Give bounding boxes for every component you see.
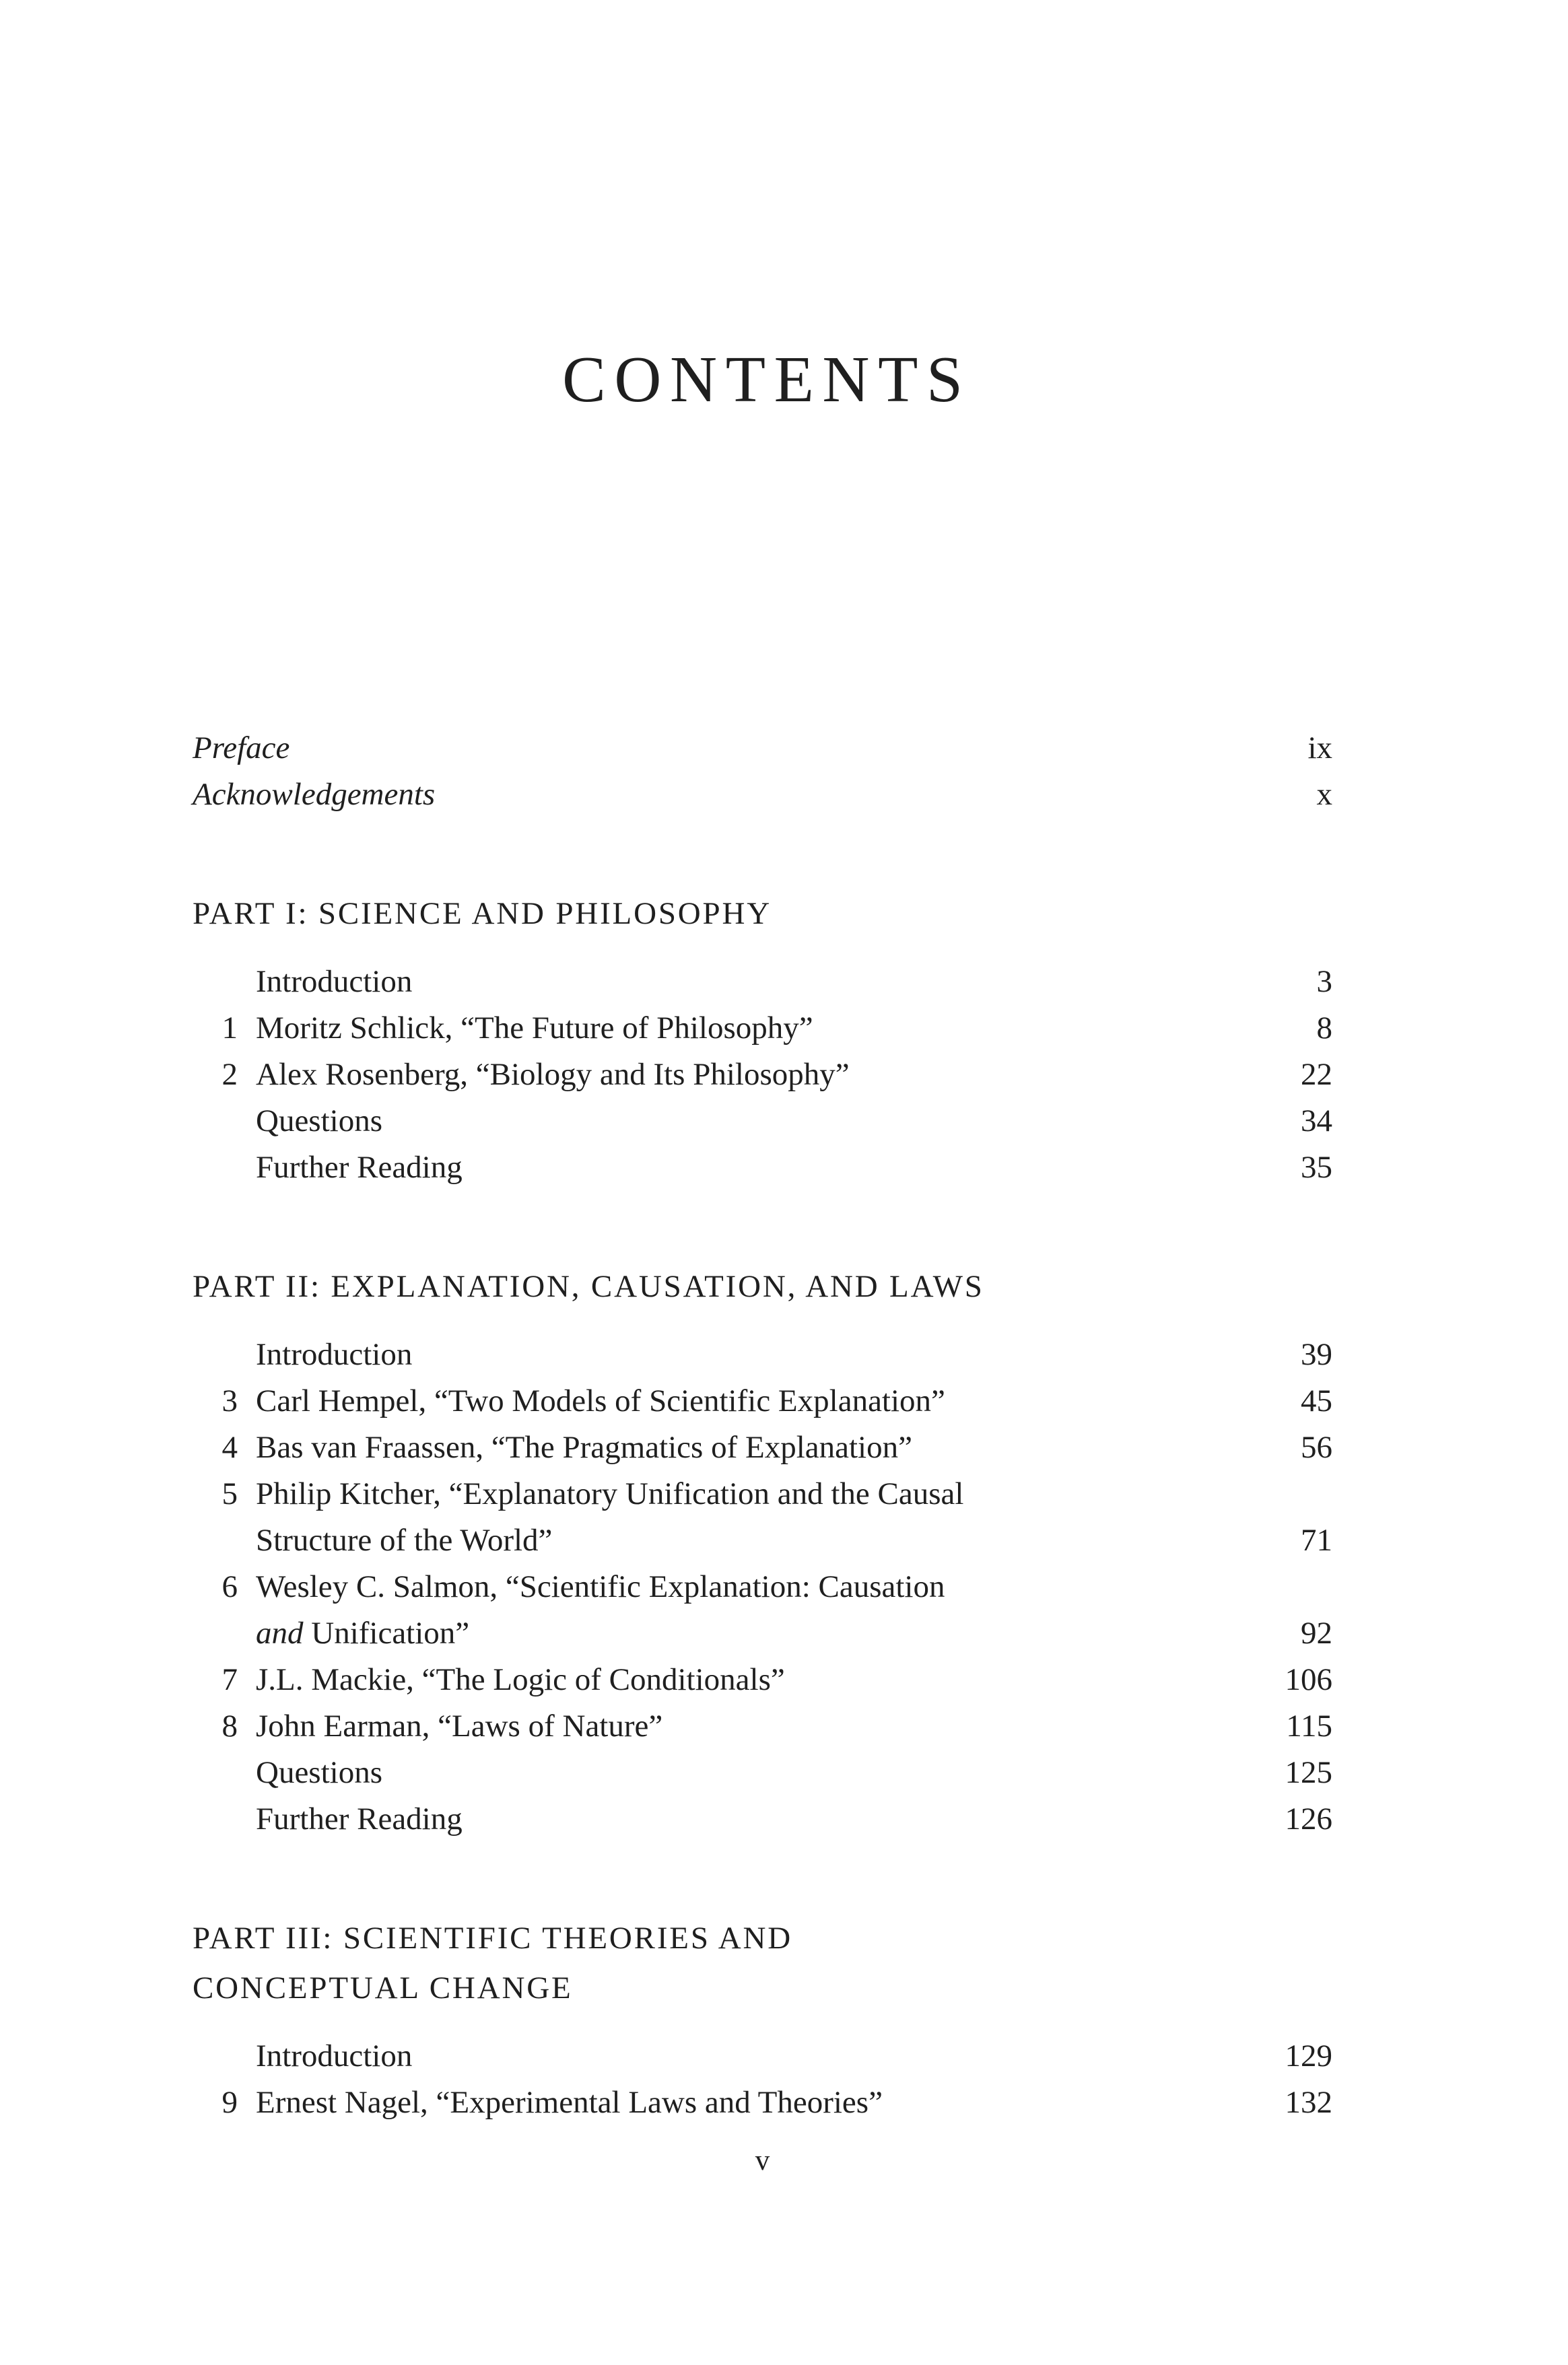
toc-entry-row — [193, 2033, 1332, 2080]
entry-page: 22 — [1301, 1057, 1332, 1092]
entry-title: Bas van Fraassen, “The Pragmatics of Explanation” — [256, 1430, 912, 1465]
entry-page: 35 — [1301, 1150, 1332, 1185]
toc-entry-row — [193, 2080, 1332, 2126]
entry-number: 1 — [221, 1010, 238, 1046]
entry-title: Alex Rosenberg, “Biology and Its Philosophy” — [256, 1057, 850, 1092]
entry-title: Introduction — [256, 1337, 413, 1372]
entry-title-rest: Unification” — [303, 1616, 470, 1651]
entry-title: Introduction — [256, 2038, 413, 2073]
entry-number: 2 — [221, 1057, 238, 1092]
toc-entry-row — [193, 1750, 1332, 1796]
entry-title: Ernest Nagel, “Experimental Laws and Theories” — [256, 2085, 883, 2120]
toc-entry-row — [193, 1332, 1332, 1378]
entry-page: ix — [1307, 730, 1332, 765]
entry-title: Acknowledgements — [193, 777, 436, 812]
entry-page: 3 — [1316, 964, 1332, 999]
entry-page: 126 — [1285, 1802, 1332, 1837]
toc-entry-row — [193, 1098, 1332, 1144]
toc-entry-row — [193, 1378, 1332, 1425]
toc-entry-row — [193, 1005, 1332, 1052]
toc-entry-row — [193, 1703, 1332, 1750]
part-entries — [193, 2033, 1332, 2126]
entry-page: 132 — [1285, 2085, 1332, 2120]
entry-page: 92 — [1301, 1616, 1332, 1651]
toc-entry-row — [193, 959, 1332, 1005]
toc-entry-row — [193, 772, 1332, 818]
part-heading: PART I: SCIENCE AND PHILOSOPHY — [193, 896, 772, 931]
entry-title: Carl Hempel, “Two Models of Scientific Explanation” — [256, 1383, 945, 1418]
entry-title: Preface — [193, 730, 290, 765]
entry-title: John Earman, “Laws of Nature” — [256, 1709, 663, 1744]
entry-page: 71 — [1301, 1523, 1332, 1558]
part-heading-line2: CONCEPTUAL CHANGE — [193, 1970, 573, 2006]
toc-entry-row — [193, 1564, 1332, 1610]
part-section-3 — [193, 1913, 1332, 2126]
entry-number: 4 — [221, 1430, 238, 1465]
entry-title: Further Reading — [256, 1802, 463, 1837]
entry-title-italic-word: and — [256, 1616, 304, 1651]
part-heading: PART II: EXPLANATION, CAUSATION, AND LAWS — [193, 1269, 984, 1304]
entry-title: Questions — [256, 1755, 382, 1790]
entry-page: 125 — [1285, 1755, 1332, 1790]
entry-title: Introduction — [256, 964, 413, 999]
toc-entry-row — [193, 1657, 1332, 1703]
entry-page: 39 — [1301, 1337, 1332, 1372]
entry-number: 9 — [221, 2085, 238, 2120]
part-entries — [193, 1332, 1332, 1843]
entry-number: 8 — [221, 1709, 238, 1744]
part-section-2 — [193, 1262, 1332, 1843]
entry-number: 7 — [221, 1662, 238, 1697]
entry-page: 45 — [1301, 1383, 1332, 1418]
part-entries — [193, 959, 1332, 1191]
entry-page: 115 — [1286, 1709, 1332, 1744]
entry-page: 8 — [1316, 1010, 1332, 1046]
toc-entry-row — [193, 725, 1332, 772]
toc-entry-row — [193, 1425, 1332, 1471]
entry-title: Philip Kitcher, “Explanatory Unification and the Causal — [256, 1476, 964, 1511]
entry-page: 106 — [1285, 1662, 1332, 1697]
entry-title-continuation: Structure of the World” — [256, 1523, 553, 1558]
entry-title: Questions — [256, 1103, 382, 1138]
entry-title: J.L. Mackie, “The Logic of Conditionals” — [256, 1662, 785, 1697]
toc-entry-continuation-row — [193, 1517, 1332, 1564]
toc-entry-row — [193, 1052, 1332, 1098]
entry-title-continuation — [256, 1610, 1285, 1657]
part-section-1 — [193, 889, 1332, 1191]
front-matter — [193, 725, 1332, 818]
part-heading: PART III: SCIENTIFIC THEORIES AND — [193, 1921, 793, 1956]
table-of-contents — [193, 0, 1332, 2126]
folio-page-number: v — [755, 2145, 770, 2177]
toc-entry-row — [193, 1796, 1332, 1843]
entry-page: 129 — [1285, 2038, 1332, 2073]
toc-entry-row — [193, 1144, 1332, 1191]
entry-page: x — [1316, 777, 1332, 812]
page-title: CONTENTS — [562, 343, 972, 415]
entry-number: 5 — [221, 1476, 238, 1511]
toc-entry-row — [193, 1471, 1332, 1517]
entry-number: 6 — [221, 1569, 238, 1604]
entry-title: Further Reading — [256, 1150, 463, 1185]
entry-page: 56 — [1301, 1430, 1332, 1465]
entry-number: 3 — [221, 1383, 238, 1418]
entry-title: Moritz Schlick, “The Future of Philosophy” — [256, 1010, 813, 1046]
entry-title: Wesley C. Salmon, “Scientific Explanation: Causation — [256, 1569, 945, 1604]
entry-page: 34 — [1301, 1103, 1332, 1138]
toc-entry-continuation-row — [193, 1610, 1332, 1657]
